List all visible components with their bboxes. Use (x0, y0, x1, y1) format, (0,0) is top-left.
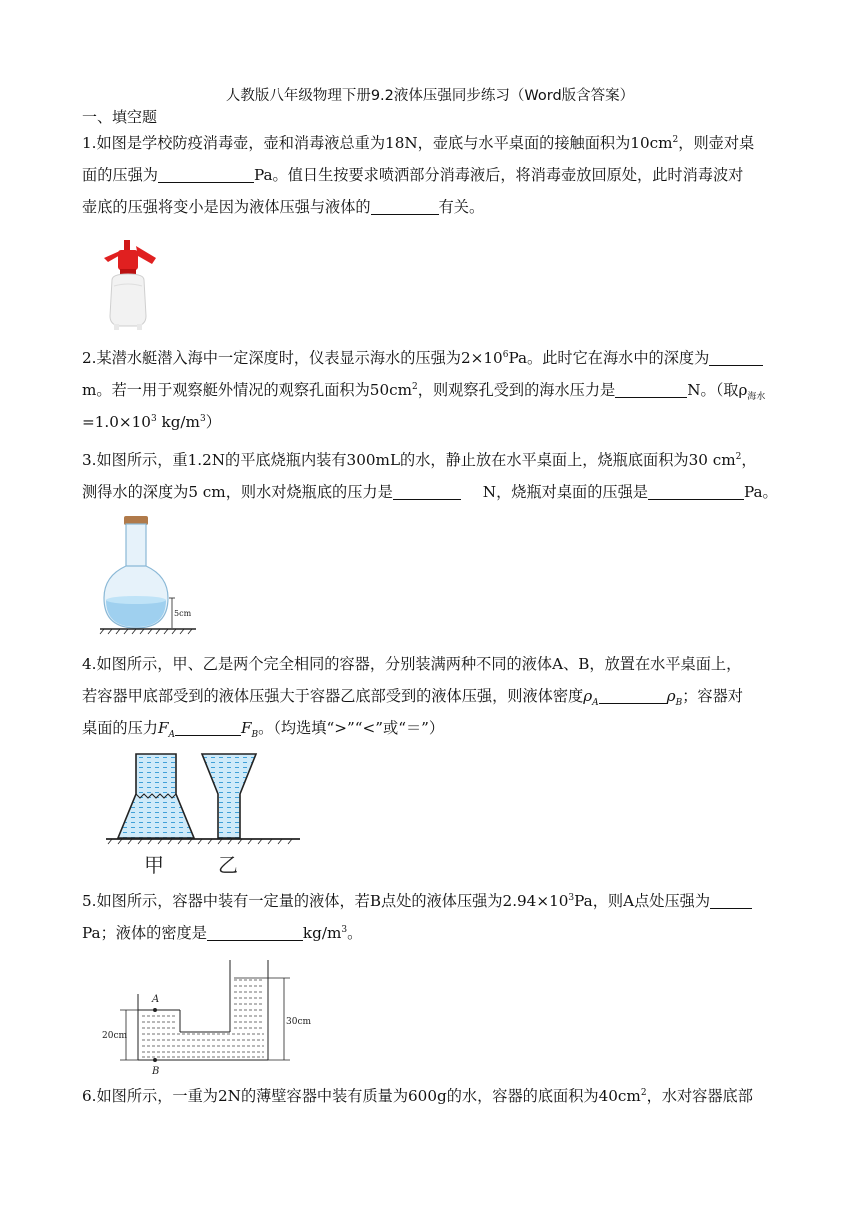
question-6 (82, 1080, 782, 1112)
q2-line-1: 2.某潜水艇潜入海中一定深度时，仪表显示海水的压强为$2\times 10^6Pa$。此时它在海水中的深度为 (82, 342, 782, 374)
answer-blank[interactable] (599, 685, 667, 704)
q4-line-3: 桌面的压力$F_A$ $F_B$。（均选填“>”“<”或“＝”） (82, 719, 445, 741)
u-container-figure (100, 954, 320, 1078)
point-a-label: A (152, 994, 160, 1005)
q1-line-2: 面的压强为 Pa。值日生按要求喷洒部分消毒液后，将消毒壶放回原处，此时消毒波对 (82, 166, 744, 184)
q2-line-3: $=1.0\times 10^3$ $kg/m^3$） (82, 413, 221, 431)
answer-blank[interactable] (158, 164, 254, 183)
question-4 (82, 648, 782, 744)
height-20cm-label: 20cm (102, 1031, 128, 1041)
answer-blank[interactable] (710, 890, 752, 909)
question-5 (82, 885, 782, 949)
answer-blank[interactable] (709, 347, 763, 366)
answer-blank[interactable] (371, 196, 439, 215)
point-b-label: B (152, 1066, 160, 1077)
q3-line-2: 测得水的深度为5 cm，则水对烧瓶底的压力是 N，烧瓶对桌面的压强是 Pa。 (82, 483, 778, 501)
answer-blank[interactable] (207, 922, 303, 941)
q3-line-1: 3.如图所示，重1.2N的平底烧瓶内装有300mL的水，静止放在水平桌面上，烧瓶底面积为30 $cm^2$， (82, 451, 757, 469)
containers-figure (106, 750, 302, 878)
answer-blank[interactable] (648, 481, 744, 500)
sprayer-bottle-figure (98, 236, 164, 334)
q4-line-2: 若容器甲底部受到的液体压强大于容器乙底部受到的液体压强，则液体密度$\rho_A$ $\rho_B$；容器对 (82, 687, 743, 709)
label-yi: 乙 (218, 853, 238, 877)
q5-line-1: 5.如图所示，容器中装有一定量的液体，若B点处的液体压强为$2.94\times 10^3Pa$，则A点处压强为 (82, 885, 782, 917)
depth-label: 5cm (174, 609, 192, 618)
answer-blank[interactable] (615, 379, 687, 398)
question-1 (82, 127, 782, 223)
q2-line-2: m。若一用于观察艇外情况的观察孔面积为$50cm^2$，则观察孔受到的海水压力是 N。（取$\rho_{海水}$ (82, 381, 766, 403)
q1-line-3: 壶底的压强将变小是因为液体压强与液体的 有关。 (82, 198, 485, 216)
question-2 (82, 342, 782, 438)
document-title: 人教版八年级物理下册9.2液体压强同步练习（Word版含答案） (225, 88, 635, 104)
section-heading: 一、填空题 (82, 108, 158, 126)
answer-blank[interactable] (393, 481, 461, 500)
label-jia: 甲 (144, 853, 164, 877)
question-3 (82, 444, 782, 508)
q1-line-1: 1.如图是学校防疫消毒壶，壶和消毒液总重为18N，壶底与水平桌面的接触面积为$10cm^2$，则壶对桌 (82, 134, 755, 152)
q5-line-2: Pa；液体的密度是 $kg/m^3$。 (82, 924, 363, 942)
q4-line-1: 4.如图所示，甲、乙是两个完全相同的容器，分别装满两种不同的液体A、B，放置在水平桌面上， (82, 655, 742, 673)
answer-blank[interactable] (175, 717, 241, 736)
height-30cm-label: 30cm (286, 1017, 312, 1027)
flask-figure (98, 510, 204, 640)
q6-line-1: 6.如图所示，一重为2N的薄壁容器中装有质量为600g的水，容器的底面积为$40cm^2$，水对容器底部 (82, 1087, 753, 1105)
